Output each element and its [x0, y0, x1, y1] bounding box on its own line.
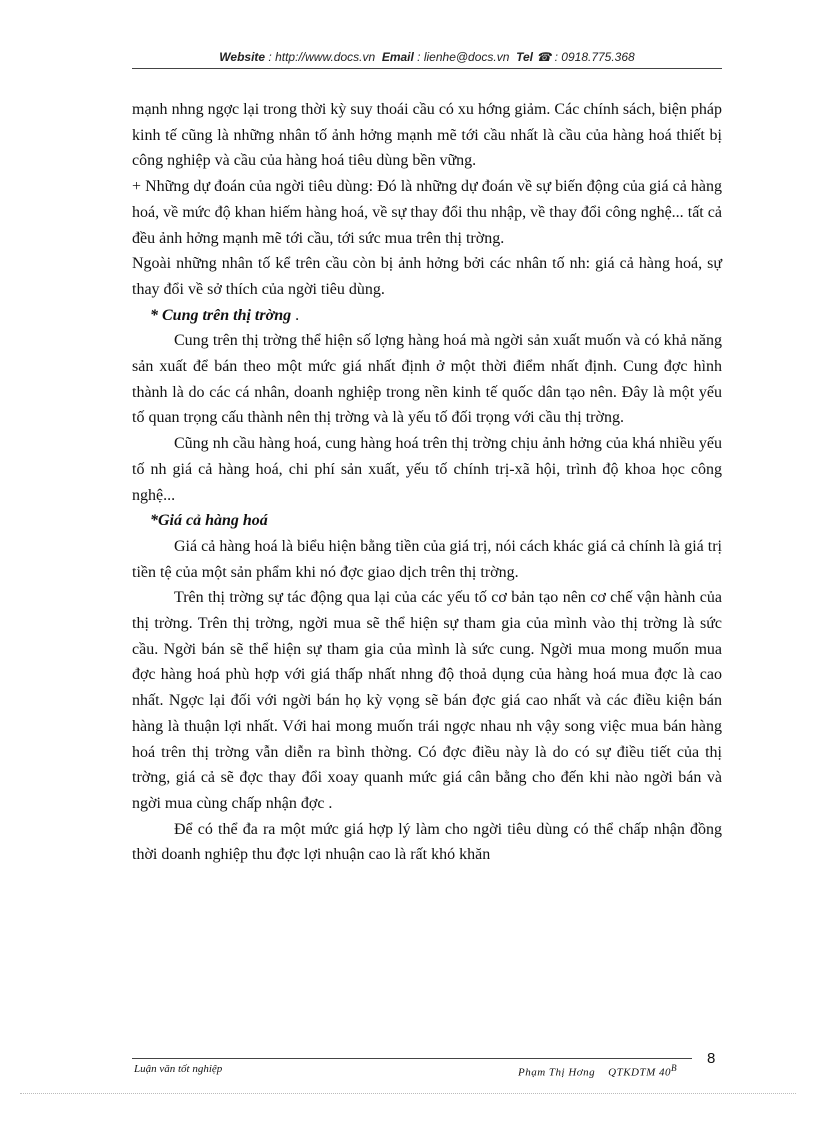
footer-author-name: Phạm Thị Hơng [518, 1066, 596, 1079]
footer-class-sup: B [671, 1063, 678, 1073]
paragraph-6: Giá cả hàng hoá là biểu hiện bằng tiền của giá trị, nói cách khác giá cả chính là giá trị tiền tệ của một sản phẩm khi nó đợc giao dịch trên thị trờng. [132, 537, 722, 581]
paragraph-5: Cũng nh cầu hàng hoá, cung hàng hoá trên thị trờng chịu ảnh hởng của khá nhiều yếu tố nh giá cả hàng hoá, chi phí sản xuất, yếu tố chính trị-xã hội, trình độ khoa học công nghệ... [132, 435, 722, 504]
paragraph-7: Trên thị trờng sự tác động qua lại của các yếu tố cơ bản tạo nên cơ chế vận hành của thị trờng. Trên thị trờng, ngời mua sẽ thể hiện sự tham gia của mình vào thị trờng là sức cầu. Ngời bán sẽ thể hiện sự tham gia của mình là sức cung. Ngời mua mong muốn mua đợc hàng hoá phù hợp với giá thấp nhất nhng độ thoả dụng của hàng hoá mua đợc là cao nhất. Ngợc lại đối với ngời bán họ kỳ vọng sẽ bán đợc giá cao nhất và các điều kiện bán hàng là thuận lợi nhất. Với hai mong muốn trái ngợc nhau nh vậy song việc mua bán hàng hoá trên thị trờng vẫn diễn ra bình thờng. Có đợc điều này là do có sự điều tiết của thị trờng, giá cả sẽ đợc thay đổi xoay quanh mức giá cân bằng cho đến khi nào ngời bán và ngời mua cùng chấp nhận đợc . [132, 589, 722, 812]
tel-value: : 0918.775.368 [554, 50, 635, 64]
heading-supply [132, 303, 722, 329]
document-body [132, 97, 722, 868]
heading-supply-text: * Cung trên thị trờng [150, 306, 292, 324]
tel-label: Tel [516, 50, 533, 64]
paragraph-4: Cung trên thị trờng thể hiện số lợng hàng hoá mà ngời sản xuất muốn và có khả năng sản xuất để bán theo một mức giá nhất định ở một thời điểm nhất định. Cung đợc hình thành là do các cá nhân, doanh nghiệp trong nền kinh tế quốc dân tạo nên. Đây là một yếu tố quan trọng cấu thành nên thị trờng và là yếu tố đối trọng với cầu thị trờng. [132, 332, 722, 427]
website-value[interactable]: : http://www.docs.vn [268, 50, 376, 64]
page-number: 8 [707, 1050, 716, 1067]
footer-class: QTKDTM 40 [608, 1066, 672, 1079]
website-label: Website [219, 50, 266, 64]
paragraph-2: + Những dự đoán của ngời tiêu dùng: Đó là những dự đoán về sự biến động của giá cả hàng hoá, về mức độ khan hiếm hàng hoá, về sự thay đổi thu nhập, về thay đổi công nghệ... tất cả đều ảnh hởng mạnh mẽ tới cầu, tới sức mua trên thị trờng. [132, 178, 722, 247]
email-value[interactable]: : lienhe@docs.vn [417, 50, 510, 64]
footer-thesis-label: Luận văn tốt nghiệp [134, 1063, 223, 1075]
email-label: Email [381, 50, 414, 64]
header-divider [132, 68, 722, 69]
paragraph-1: mạnh nhng ngợc lại trong thời kỳ suy thoái cầu có xu hớng giảm. Các chính sách, biện pháp kinh tế cũng là những nhân tố ảnh hởng mạnh mẽ tới cầu nhất là cầu của hàng hoá thiết bị công nghiệp và cầu của hàng hoá tiêu dùng bền vững. [132, 101, 722, 170]
page-bottom-border [20, 1093, 796, 1094]
phone-icon: ☎ [536, 50, 552, 64]
heading-supply-tail: . [291, 306, 300, 324]
paragraph-3: Ngoài những nhân tố kể trên cầu còn bị ảnh hởng bởi các nhân tố nh: giá cả hàng hoá, sự thay đổi về sở thích của ngời tiêu dùng. [132, 255, 722, 298]
footer-author [518, 1063, 677, 1079]
page-header [132, 50, 722, 64]
paragraph-8: Để có thể đa ra một mức giá hợp lý làm cho ngời tiêu dùng có thể chấp nhận đồng thời doanh nghiệp thu đợc lợi nhuận cao là rất khó khăn [132, 820, 722, 864]
heading-price: *Giá cả hàng hoá [150, 512, 268, 530]
footer-divider [132, 1058, 692, 1059]
